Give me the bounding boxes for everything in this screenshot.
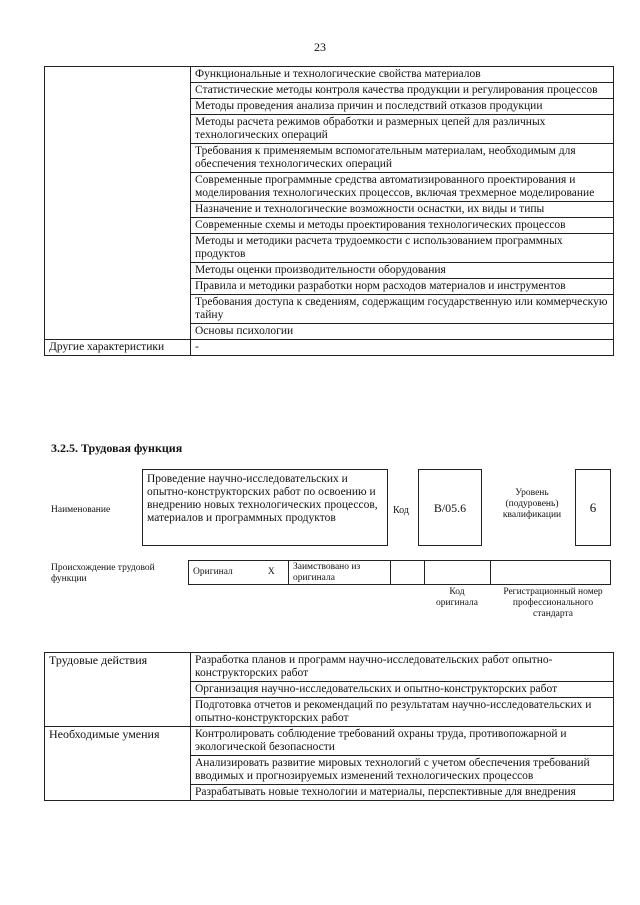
labor-action: Подготовка отчетов и рекомендаций по результатам научно-исследовательских и опытно-конструкторских работ (191, 698, 614, 727)
knowledge-item: Требования доступа к сведениям, содержащим государственную или коммерческую тайну (191, 295, 614, 324)
name-label: Наименование (51, 505, 111, 515)
table-row (45, 279, 614, 295)
table-row (45, 263, 614, 279)
actions-table (44, 652, 614, 801)
table-row (45, 727, 614, 756)
original-label: Оригинал (189, 561, 255, 585)
reg-number-caption: Регистрационный номер профессионального стандарта (503, 587, 603, 619)
function-name: Проведение научно-исследовательских и опытно-конструкторских работ по освоению и внедрению новых технологических процессов, материалов и программных продуктов (142, 469, 388, 546)
table-row (45, 99, 614, 115)
table-row (45, 324, 614, 340)
qualification-level-label: Уровень (подуровень) квалификации (502, 488, 562, 520)
required-skills-label: Необходимые умения (45, 727, 191, 756)
section-title: 3.2.5. Трудовая функция (51, 441, 183, 455)
labor-actions-label: Трудовые действия (45, 653, 191, 682)
function-code: B/05.6 (418, 469, 482, 546)
labor-action: Организация научно-исследовательских и опытно-конструкторских работ (191, 682, 614, 698)
table-row (45, 144, 614, 173)
qualification-level-value: 6 (575, 469, 611, 546)
table-row (45, 67, 614, 83)
table-row (45, 756, 614, 785)
origin-label: Происхождение трудовой функции (51, 563, 155, 584)
origin-code-cell (425, 561, 491, 585)
table-row (45, 83, 614, 99)
other-characteristics-value: - (191, 340, 614, 356)
knowledge-item: Основы психологии (191, 324, 614, 340)
table-row (45, 785, 614, 801)
required-skill: Контролировать соблюдение требований охраны труда, противопожарной и экологической безопасности (191, 727, 614, 756)
other-characteristics-label: Другие характеристики (45, 340, 191, 356)
knowledge-item: Методы и методики расчета трудоемкости с использованием программных продуктов (191, 234, 614, 263)
table-row (45, 234, 614, 263)
table-row (45, 295, 614, 324)
table-row (45, 653, 614, 682)
knowledge-item: Правила и методики разработки норм расходов материалов и инструментов (191, 279, 614, 295)
knowledge-item: Методы оценки производительности оборудования (191, 263, 614, 279)
origin-empty-cell (391, 561, 425, 585)
reg-number-cell (491, 561, 611, 585)
knowledge-item: Современные схемы и методы проектирования технологических процессов (191, 218, 614, 234)
required-skill: Анализировать развитие мировых технологий с учетом обеспечения требований вводимых и прогнозируемых изменений технологических процессов (191, 756, 614, 785)
page-number: 23 (314, 40, 326, 54)
knowledge-table (44, 66, 614, 356)
original-mark: X (255, 561, 289, 585)
borrowed-label: Заимствовано из оригинала (289, 561, 391, 585)
table-row (45, 115, 614, 144)
table-row (45, 218, 614, 234)
knowledge-item: Методы расчета режимов обработки и размерных цепей для различных технологических операций (191, 115, 614, 144)
knowledge-item: Методы проведения анализа причин и последствий отказов продукции (191, 99, 614, 115)
knowledge-item: Назначение и технологические возможности оснастки, их виды и типы (191, 202, 614, 218)
table-row (45, 202, 614, 218)
table-row (45, 340, 614, 356)
knowledge-item: Функциональные и технологические свойства материалов (191, 67, 614, 83)
knowledge-item: Современные программные средства автоматизированного проектирования и моделирования технологических процессов, включая трехмерное моделирование (191, 173, 614, 202)
table-row (45, 698, 614, 727)
origin-table (188, 560, 611, 585)
table-row (45, 682, 614, 698)
required-skill: Разрабатывать новые технологии и материалы, перспективные для внедрения (191, 785, 614, 801)
origin-code-caption: Код оригинала (436, 587, 478, 608)
code-label: Код (393, 505, 409, 516)
table-row (45, 173, 614, 202)
labor-action: Разработка планов и программ научно-исследовательских работ опытно-конструкторских работ (191, 653, 614, 682)
knowledge-item: Статистические методы контроля качества продукции и регулирования процессов (191, 83, 614, 99)
knowledge-item: Требования к применяемым вспомогательным материалам, необходимым для обеспечения технологических операций (191, 144, 614, 173)
